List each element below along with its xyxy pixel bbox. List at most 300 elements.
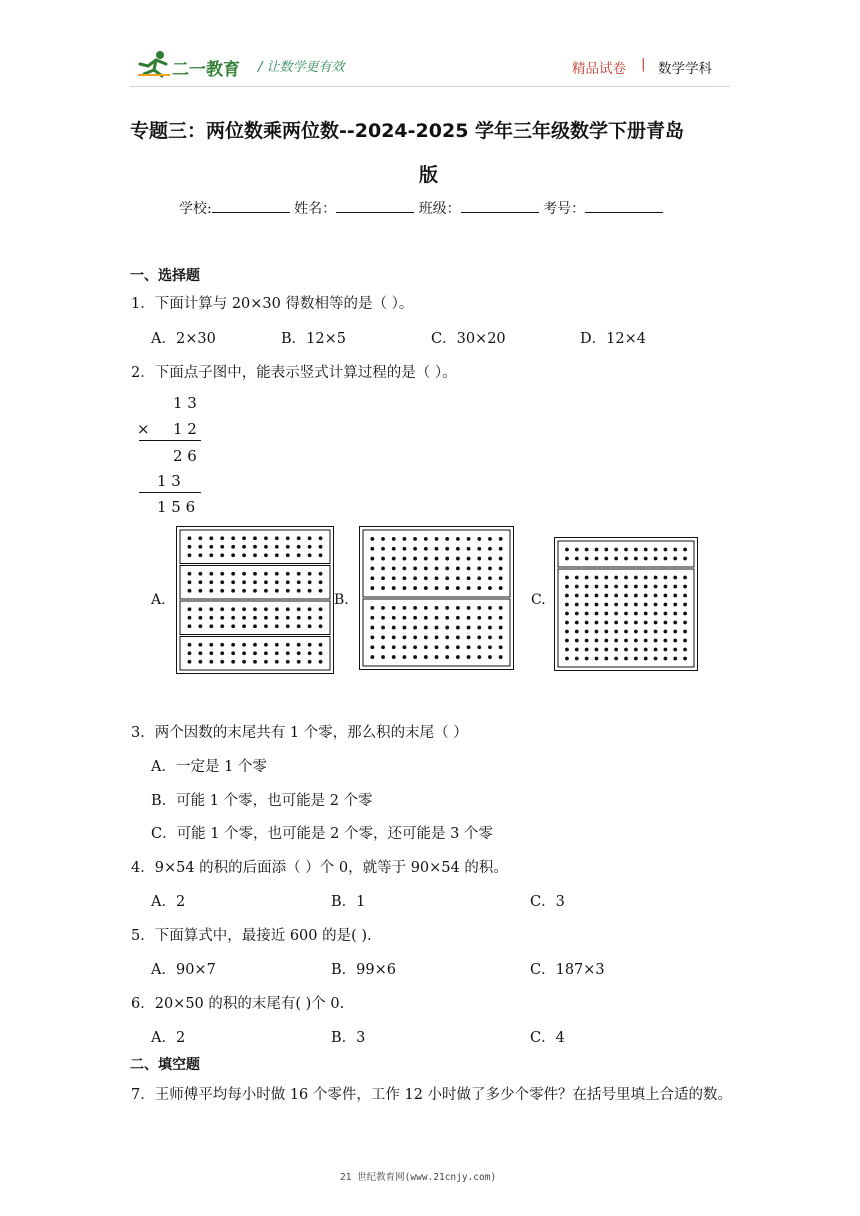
dot <box>467 626 471 630</box>
dot <box>644 657 648 661</box>
dot <box>614 557 618 561</box>
dot <box>297 651 301 655</box>
dot <box>220 616 224 620</box>
dot <box>575 630 579 634</box>
option: B．1 <box>331 894 366 910</box>
dot <box>231 616 235 620</box>
dot <box>242 589 246 593</box>
dot <box>264 624 268 628</box>
dot <box>231 651 235 655</box>
dot <box>477 547 481 551</box>
dot <box>488 537 492 541</box>
dot <box>456 547 460 551</box>
dot <box>319 589 323 593</box>
dot <box>654 612 658 616</box>
dot <box>242 643 246 647</box>
question-stem: 6．20×50 的积的末尾有( )个 0. <box>131 996 345 1012</box>
dot <box>585 630 589 634</box>
dot <box>565 576 569 580</box>
dot <box>392 645 396 649</box>
question-stem: 1．下面计算与 20×30 得数相等的是（ ）。 <box>131 296 414 312</box>
dot <box>488 616 492 620</box>
dot <box>467 645 471 649</box>
dot <box>297 616 301 620</box>
dot <box>319 580 323 584</box>
dot <box>445 547 449 551</box>
dot <box>275 607 279 611</box>
dot <box>424 636 428 640</box>
dot <box>673 585 677 589</box>
dot <box>413 655 417 659</box>
dot <box>467 547 471 551</box>
dot <box>595 648 599 652</box>
dot <box>242 660 246 664</box>
dot <box>209 624 213 628</box>
dot <box>264 580 268 584</box>
dot <box>663 585 667 589</box>
question-stem: 7．王师傅平均每小时做 16 个零件，工作 12 小时做了多少个零件？在括号里填上合适的数。 <box>131 1087 733 1103</box>
dot <box>604 639 608 643</box>
dot <box>209 545 213 549</box>
dot <box>220 580 224 584</box>
dot <box>614 630 618 634</box>
dot <box>604 557 608 561</box>
dot <box>242 553 246 557</box>
dot <box>585 557 589 561</box>
dot <box>308 624 312 628</box>
dot <box>663 557 667 561</box>
dot <box>198 651 202 655</box>
dot <box>370 616 374 620</box>
dot <box>435 645 439 649</box>
dot <box>308 660 312 664</box>
dot <box>424 645 428 649</box>
dot <box>286 643 290 647</box>
dot <box>467 636 471 640</box>
dot <box>575 621 579 625</box>
dot <box>683 585 687 589</box>
dot <box>445 537 449 541</box>
dot <box>286 553 290 557</box>
option: A．2 <box>151 1030 186 1046</box>
vertical-rule <box>139 440 201 441</box>
dot <box>624 594 628 598</box>
dot <box>614 639 618 643</box>
dot <box>297 624 301 628</box>
dot <box>209 643 213 647</box>
dot <box>381 576 385 580</box>
dot <box>499 606 503 610</box>
dot <box>673 648 677 652</box>
dot <box>242 536 246 540</box>
dot <box>565 639 569 643</box>
dot <box>624 576 628 580</box>
dot <box>683 639 687 643</box>
dot <box>188 536 192 540</box>
dot <box>392 567 396 571</box>
dot <box>253 545 257 549</box>
dot <box>575 576 579 580</box>
dot <box>231 580 235 584</box>
dot <box>456 606 460 610</box>
dot <box>634 594 638 598</box>
dot <box>297 607 301 611</box>
dot <box>604 576 608 580</box>
dot <box>413 567 417 571</box>
dot <box>264 643 268 647</box>
dot <box>499 655 503 659</box>
dot <box>654 603 658 607</box>
dot <box>319 616 323 620</box>
dot <box>477 655 481 659</box>
dot <box>381 606 385 610</box>
class-blank[interactable] <box>461 199 539 213</box>
dot <box>488 567 492 571</box>
dot <box>264 616 268 620</box>
dot <box>220 589 224 593</box>
dot <box>209 589 213 593</box>
dot <box>477 645 481 649</box>
dot <box>264 536 268 540</box>
dot <box>663 621 667 625</box>
dot <box>220 553 224 557</box>
dot <box>435 655 439 659</box>
dot <box>445 626 449 630</box>
dot <box>424 547 428 551</box>
dot <box>253 580 257 584</box>
name-label: 姓名： <box>294 201 337 217</box>
option: C．可能 1 个零，也可能是 2 个零，还可能是 3 个零 <box>151 826 493 842</box>
dot <box>198 624 202 628</box>
option: B．99×6 <box>331 962 396 978</box>
dot <box>370 586 374 590</box>
dot <box>445 636 449 640</box>
dot <box>319 643 323 647</box>
option: C．3 <box>530 894 565 910</box>
dot <box>319 607 323 611</box>
dot <box>595 594 599 598</box>
dot <box>585 594 589 598</box>
dot <box>381 557 385 561</box>
dot <box>644 648 648 652</box>
dot <box>456 616 460 620</box>
vertical-row: 1 3 <box>173 394 197 412</box>
dot <box>445 567 449 571</box>
dot <box>456 655 460 659</box>
dot <box>488 645 492 649</box>
dot <box>253 643 257 647</box>
option: A．一定是 1 个零 <box>151 759 267 775</box>
dot <box>209 553 213 557</box>
dot <box>624 548 628 552</box>
dot <box>413 586 417 590</box>
dot <box>381 616 385 620</box>
dot <box>403 616 407 620</box>
dot <box>575 603 579 607</box>
dot <box>654 594 658 598</box>
dot <box>477 576 481 580</box>
dot <box>220 643 224 647</box>
dot <box>286 607 290 611</box>
dot <box>392 547 396 551</box>
dot <box>456 576 460 580</box>
dot <box>188 643 192 647</box>
dot <box>297 545 301 549</box>
question-stem: 4．9×54 的积的后面添（ ）个 0，就等于 90×54 的积。 <box>131 860 508 876</box>
dot <box>604 621 608 625</box>
dot <box>188 607 192 611</box>
page-title-line1: 专题三：两位数乘两位数--2024-2025 学年三年级数学下册青岛 <box>130 120 685 142</box>
dot <box>370 557 374 561</box>
dot <box>424 567 428 571</box>
dot <box>209 607 213 611</box>
dot <box>308 545 312 549</box>
dot <box>231 643 235 647</box>
dot <box>595 612 599 616</box>
dot <box>663 594 667 598</box>
dot <box>595 576 599 580</box>
dot <box>188 589 192 593</box>
dot <box>381 537 385 541</box>
dot <box>575 557 579 561</box>
dot <box>413 636 417 640</box>
dot <box>392 616 396 620</box>
dot <box>634 585 638 589</box>
dot <box>403 645 407 649</box>
dot <box>198 545 202 549</box>
dot <box>477 567 481 571</box>
dot <box>424 586 428 590</box>
dot <box>499 576 503 580</box>
dot <box>683 548 687 552</box>
dot <box>403 655 407 659</box>
dot <box>477 537 481 541</box>
dot <box>198 643 202 647</box>
dot <box>595 639 599 643</box>
dot <box>242 607 246 611</box>
dot <box>499 636 503 640</box>
dot <box>198 553 202 557</box>
dot <box>198 660 202 664</box>
option: C．4 <box>530 1030 565 1046</box>
dot <box>585 576 589 580</box>
dot <box>585 612 589 616</box>
option: B．3 <box>331 1030 366 1046</box>
option: A．2 <box>151 894 186 910</box>
dot <box>499 616 503 620</box>
dot <box>488 636 492 640</box>
dot <box>286 580 290 584</box>
dot-figure-a <box>176 526 334 674</box>
dot <box>435 537 439 541</box>
dot <box>445 606 449 610</box>
dot <box>604 648 608 652</box>
option-label: C. <box>531 592 546 608</box>
dot <box>477 557 481 561</box>
dot <box>392 626 396 630</box>
dot <box>308 643 312 647</box>
page-title-line2: 版 <box>419 164 439 186</box>
dot <box>585 657 589 661</box>
dot <box>220 651 224 655</box>
dot <box>624 657 628 661</box>
dot <box>673 621 677 625</box>
dot <box>644 603 648 607</box>
dot <box>565 630 569 634</box>
dot <box>253 607 257 611</box>
vertical-row: 1 5 6 <box>157 498 196 516</box>
dot <box>595 621 599 625</box>
dot <box>308 616 312 620</box>
dot <box>624 603 628 607</box>
dot <box>565 548 569 552</box>
class-label: 班级： <box>418 201 461 217</box>
vertical-row: 1 2 <box>173 420 197 438</box>
vertical-row: 2 6 <box>173 447 197 465</box>
dot <box>308 553 312 557</box>
dot <box>663 639 667 643</box>
question-stem: 5．下面算式中，最接近 600 的是( ). <box>131 928 372 944</box>
dot <box>614 657 618 661</box>
dot <box>198 536 202 540</box>
dot <box>445 616 449 620</box>
dot <box>370 626 374 630</box>
dot <box>499 537 503 541</box>
dot <box>585 603 589 607</box>
dot <box>220 607 224 611</box>
dot <box>634 648 638 652</box>
dot <box>604 548 608 552</box>
dot <box>467 606 471 610</box>
school-blank[interactable] <box>212 199 290 213</box>
dot <box>286 660 290 664</box>
dot <box>467 586 471 590</box>
dot <box>477 586 481 590</box>
exam-no-label: 考号： <box>543 201 586 217</box>
dot <box>683 648 687 652</box>
dot <box>604 585 608 589</box>
dot <box>575 612 579 616</box>
dot <box>209 580 213 584</box>
dot <box>654 630 658 634</box>
footer-text: 21 世纪教育网(www.21cnjy.com) <box>340 1172 497 1183</box>
dot <box>253 553 257 557</box>
dot <box>585 548 589 552</box>
dot <box>275 536 279 540</box>
dot <box>488 576 492 580</box>
dot <box>654 576 658 580</box>
dot <box>319 536 323 540</box>
dot <box>220 660 224 664</box>
dot <box>209 616 213 620</box>
dot <box>565 557 569 561</box>
school-label: 学校: <box>179 201 212 217</box>
dot <box>663 648 667 652</box>
dot <box>392 576 396 580</box>
dot <box>499 586 503 590</box>
dot <box>644 630 648 634</box>
dot <box>297 660 301 664</box>
dot <box>286 616 290 620</box>
dot <box>654 657 658 661</box>
dot <box>575 648 579 652</box>
dot <box>604 612 608 616</box>
dot <box>644 548 648 552</box>
dot <box>198 572 202 576</box>
dot <box>308 651 312 655</box>
dot <box>654 639 658 643</box>
dot <box>231 545 235 549</box>
name-blank[interactable] <box>336 199 414 213</box>
dot <box>370 537 374 541</box>
dot <box>565 603 569 607</box>
dot <box>275 651 279 655</box>
dot <box>624 648 628 652</box>
dot <box>683 612 687 616</box>
dot <box>575 639 579 643</box>
exam-no-blank[interactable] <box>585 199 663 213</box>
dot <box>370 547 374 551</box>
dot <box>644 594 648 598</box>
slogan: / 让数学更有效 <box>258 60 345 75</box>
dot <box>634 548 638 552</box>
dot <box>663 630 667 634</box>
option: C．30×20 <box>431 331 506 347</box>
dot <box>220 536 224 540</box>
header-label-premium: 精品试卷 <box>572 61 626 77</box>
dot <box>403 626 407 630</box>
dot <box>370 645 374 649</box>
dot <box>456 626 460 630</box>
dot <box>424 626 428 630</box>
dot <box>392 655 396 659</box>
dot <box>286 651 290 655</box>
dot <box>308 580 312 584</box>
dot <box>220 572 224 576</box>
dot <box>595 630 599 634</box>
dot <box>413 616 417 620</box>
dot <box>403 567 407 571</box>
dot <box>499 547 503 551</box>
dot <box>392 537 396 541</box>
dot <box>231 660 235 664</box>
dot <box>575 548 579 552</box>
dot-group-border <box>558 541 694 567</box>
dot <box>467 655 471 659</box>
dot-group-border <box>558 569 694 667</box>
dot <box>319 651 323 655</box>
dot <box>456 645 460 649</box>
dot <box>467 537 471 541</box>
dot <box>435 557 439 561</box>
dot <box>488 557 492 561</box>
dot <box>198 616 202 620</box>
dot <box>467 567 471 571</box>
dot <box>565 648 569 652</box>
dot <box>264 589 268 593</box>
dot <box>499 557 503 561</box>
dot <box>264 651 268 655</box>
dot <box>654 548 658 552</box>
dot <box>435 626 439 630</box>
dot <box>381 567 385 571</box>
dot <box>565 657 569 661</box>
dot <box>253 589 257 593</box>
dot <box>683 594 687 598</box>
dot <box>403 557 407 561</box>
dot <box>242 545 246 549</box>
dot <box>644 557 648 561</box>
